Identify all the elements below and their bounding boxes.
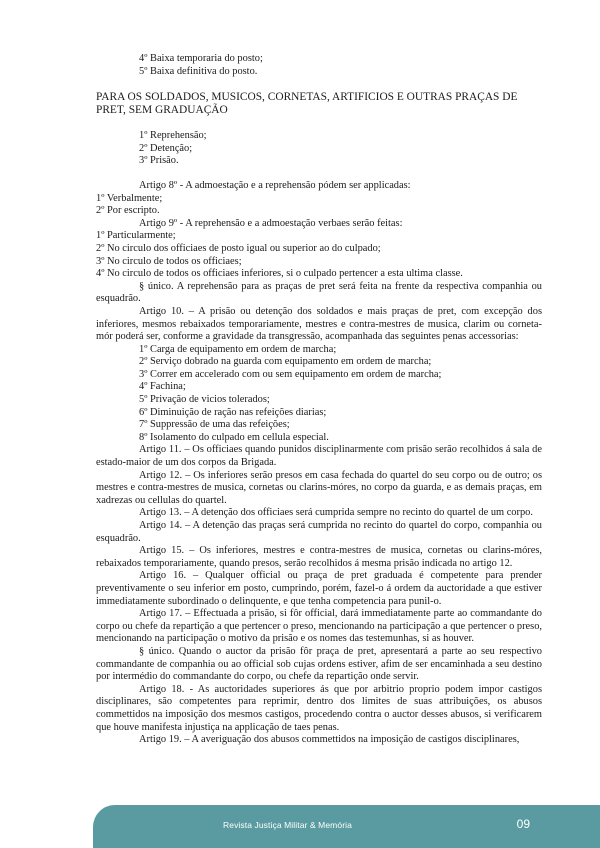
- article-15: Artigo 15. – Os inferiores, mestres e contra-mestres de musica, cornetas ou clarins-móres, rebaixados temporariamente, quando presos, serão recolhidos á mesma prisão indicada no artigo 12.: [96, 545, 542, 569]
- list-item: 1º Reprehensão;: [139, 130, 207, 142]
- list-item: 1º Verbalmente;: [96, 192, 163, 204]
- list-item: 7º Suppressão de uma das refeições;: [139, 419, 290, 431]
- article-12: Artigo 12. – Os inferiores serão presos em casa fechada do quartel do seu corpo ou de outro; os mestres e contra-mestres de musica, cornetas ou clarins-móres, no corpo da guarda, e as demais praças, em xadrezas ou cellulas do quartel.: [96, 469, 542, 506]
- document-body: [96, 53, 542, 747]
- list-item: 1º Particularmente;: [96, 230, 176, 242]
- article-19: Artigo 19. – A averiguação dos abusos commettidos na imposição de castigos disciplinares,: [139, 734, 520, 746]
- section-heading: PARA OS SOLDADOS, MUSICOS, CORNETAS, ARTIFICIOS E OUTRAS PRAÇAS DE PRET, SEM GRADUAÇÃO: [96, 91, 518, 117]
- list-item: 4º Baixa temporaria do posto;: [139, 53, 263, 64]
- list-item: 4º No circulo de todos os officiaes inferiores, si o culpado pertencer a esta ultima classe.: [96, 268, 463, 280]
- article-9-single-paragraph: § único. A reprehensão para as praças de pret será feita na frente da respectiva companhia ou esquadrão.: [96, 280, 542, 305]
- footer-band: [93, 805, 600, 848]
- list-item: 2º No circulo dos officiaes de posto igual ou superior ao do culpado;: [96, 242, 381, 254]
- list-item: 1º Carga de equipamento em ordem de marcha;: [139, 343, 337, 355]
- article-16: Artigo 16. – Qualquer official ou praça de pret graduada é competente para prender preventivamente o seu inferior em posto, cumprindo, porém, fazel-o á ordem da auctoridade a que estiver immediatamente subordinado o delinquente, e que tenha competencia para punil-o.: [96, 570, 542, 607]
- list-item: 2º Por escripto.: [96, 205, 160, 217]
- list-item: 3º Correr em accelerado com ou sem equipamento em ordem de marcha;: [139, 368, 442, 380]
- list-item: 2º Serviço dobrado na guarda com equipamento em ordem de marcha;: [139, 356, 432, 368]
- list-item: 5º Baixa definitiva do posto.: [139, 65, 258, 77]
- article-10: Artigo 10. – A prisão ou detenção dos soldados e mais praças de pret, com excepção dos inferiores, mesmos rebaixados temporariamente, mestres e contra-mestres de musica, clarim ou corneta-mór poderá ser, conforme a gravidade da transgressão, acompanhada das seguintes penas accessorias:: [96, 305, 542, 343]
- article-8: Artigo 8º - A admoestação e a reprehensão pódem ser applicadas:: [139, 179, 411, 191]
- list-item: 2º Detenção;: [139, 142, 193, 154]
- list-item: 5º Privação de vicios tolerados;: [139, 394, 270, 406]
- article-18: Artigo 18. - As auctoridades superiores ás que por arbitrio proprio podem impor castigos disciplinares, são competentes para reprimir, dentro dos limites de suas attribuições, os abusos commettidos na imposição dos mesmos castigos, procedendo contra o auctor desses abusos, si verificarem que houve manifesta injustiça na applicação de taes penas.: [96, 683, 542, 733]
- article-13: Artigo 13. – A detenção dos officiaes será cumprida sempre no recinto do quartel de um corpo.: [139, 507, 533, 519]
- list-item: 6º Diminuição de ração nas refeições diarias;: [139, 406, 327, 418]
- list-item: 3º No circulo de todos os officiaes;: [96, 255, 242, 267]
- article-17-single-paragraph: § único. Quando o auctor da prisão fôr praça de pret, apresentará a parte ao seu respectivo commandante de companhia ou ao official sob cujas ordens estiver, afim de ser encaminhada a seu destino por intermédio do commandante do corpo, ou chefe da repartição onde servir.: [96, 645, 542, 683]
- article-17: Artigo 17. – Effectuada a prisão, si fôr official, dará immediatamente parte ao commandante do corpo ou chefe da repartição a que pertencer o preso, mencionando na participação a que pertencer o preso, mencionando na participação o motivo da prisão e os nomes das testemunhas, si as houver.: [96, 608, 542, 645]
- list-item: 3º Prisão.: [139, 155, 179, 167]
- list-item: 4º Fachina;: [139, 381, 186, 393]
- article-9: Artigo 9º - A reprehensão e a admoestação verbaes serão feitas:: [139, 217, 403, 229]
- list-item: 8º Isolamento do culpado em cellula especial.: [139, 431, 329, 443]
- journal-title: Revista Justiça Militar & Memória: [223, 820, 352, 830]
- article-14: Artigo 14. – A detenção das praças será cumprida no recinto do quartel do corpo, companhia ou esquadrão.: [96, 520, 542, 544]
- article-11: Artigo 11. – Os officiaes quando punidos disciplinarmente com prisão serão recolhidos á sala de estado-maior de um dos corpos da Brigada.: [96, 444, 542, 469]
- page-number: 09: [516, 817, 530, 831]
